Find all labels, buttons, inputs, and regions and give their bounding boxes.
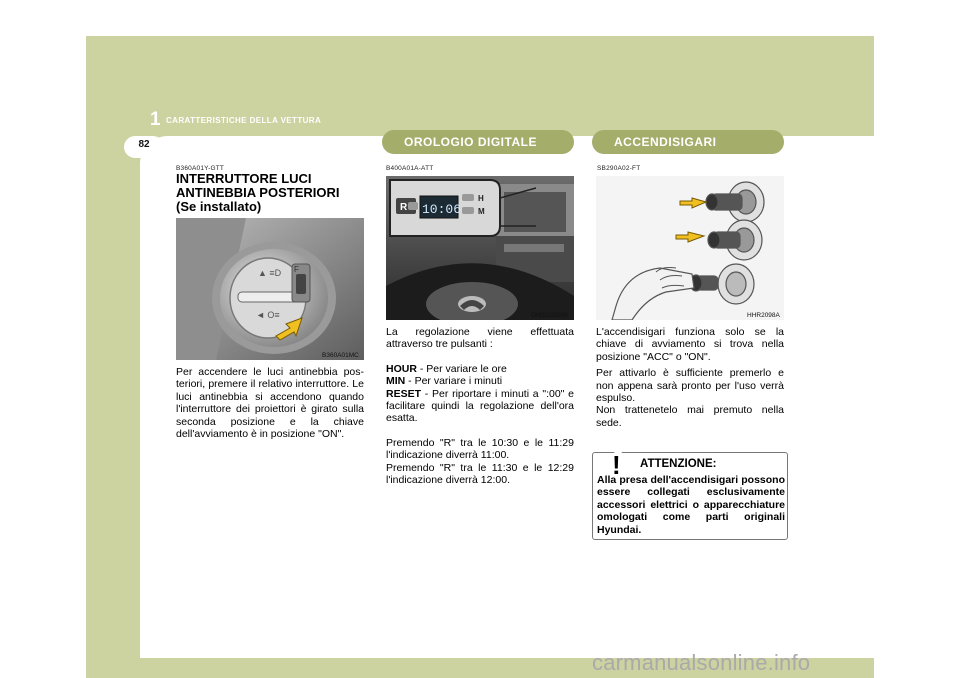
clock-button-reset: RESET - Per riportare i minuti a ":00" e facilitare quindi la regolazione dell'ora esatta. [386,387,574,425]
clock-example: Premendo "R" tra le 11:30 e le 12:29 l'indicazione diverrà 12:00. [386,461,574,487]
digital-clock-photo [386,176,574,320]
chapter-title: CARATTERISTICHE DELLA VETTURA [166,116,322,125]
svg-text:F: F [294,265,299,274]
fog-light-switch-photo [176,218,364,360]
warning-title: ATTENZIONE: [640,458,717,470]
heading-line: INTERRUTTORE LUCI [176,171,312,186]
clock-example: Premendo "R" tra le 10:30 e le 11:29 l'indicazione diverrà 11:00. [386,436,574,462]
page-number: 82 [138,139,150,150]
clock-button-min: MIN - Per variare i minuti [386,375,503,388]
cigarette-lighter-illustration [596,176,784,320]
section-tab-digital-clock: OROLOGIO DIGITALE [382,130,574,154]
clock-display-time: 10:06 [422,202,462,217]
svg-text:▲ ≡D: ▲ ≡D [258,268,282,278]
section-code-fog-lights: B360A01Y-GTT [176,165,225,172]
svg-text:R: R [400,202,408,213]
svg-text:!: ! [612,450,621,478]
chapter-number: 1 [150,109,161,130]
image-caption: OMC025098 [531,312,568,319]
lighter-paragraph: Per attivarlo è sufficiente premerlo e non appena sarà pronto per l'uso verrà espulso. [596,367,784,405]
svg-text:M: M [478,207,485,216]
image-caption: B360A01MC [322,352,359,359]
svg-text:H: H [478,194,484,203]
lighter-description [596,326,784,429]
heading-line: (Se installato) [176,199,262,214]
warning-text: Alla presa dell'accendisigari possono essere collegati esclusivamente accessori elettrici o apparecchiature omologati come parti originali Hyundai. [597,474,785,536]
clock-button-hour: HOUR - Per variare le ore [386,362,507,375]
image-caption: HHR2098A [747,312,780,319]
lighter-paragraph: Non trattenetelo mai premuto nella sede. [596,404,784,429]
clock-intro: La regolazione viene effettuata attraverso tre pulsanti : [386,326,574,351]
section-code-lighter: SB290A02-FT [597,165,641,172]
fog-lights-description: Per accendere le luci antinebbia pos-teriori, premere il relativo interruttore. Le luci antinebbia si accendono quando l'interruttore dei proiettori è girato sulla seconda posizione e la chiave dell'avviamento è in posizione "ON". [176,366,364,441]
watermark: carmanualsonline.info [592,650,811,675]
section-tab-cigarette-lighter: ACCENDISIGARI [592,130,784,154]
clock-description [386,326,574,486]
svg-text:◄ O≡: ◄ O≡ [256,310,280,320]
heading-line: ANTINEBBIA POSTERIORI [176,185,340,200]
lighter-paragraph: L'accendisigari funziona solo se la chiave di avviamento si trova nella posizione "ACC" o "ON". [596,326,784,363]
section-heading-fog-lights [176,172,366,214]
section-code-clock: B400A01A-ATT [386,165,434,172]
